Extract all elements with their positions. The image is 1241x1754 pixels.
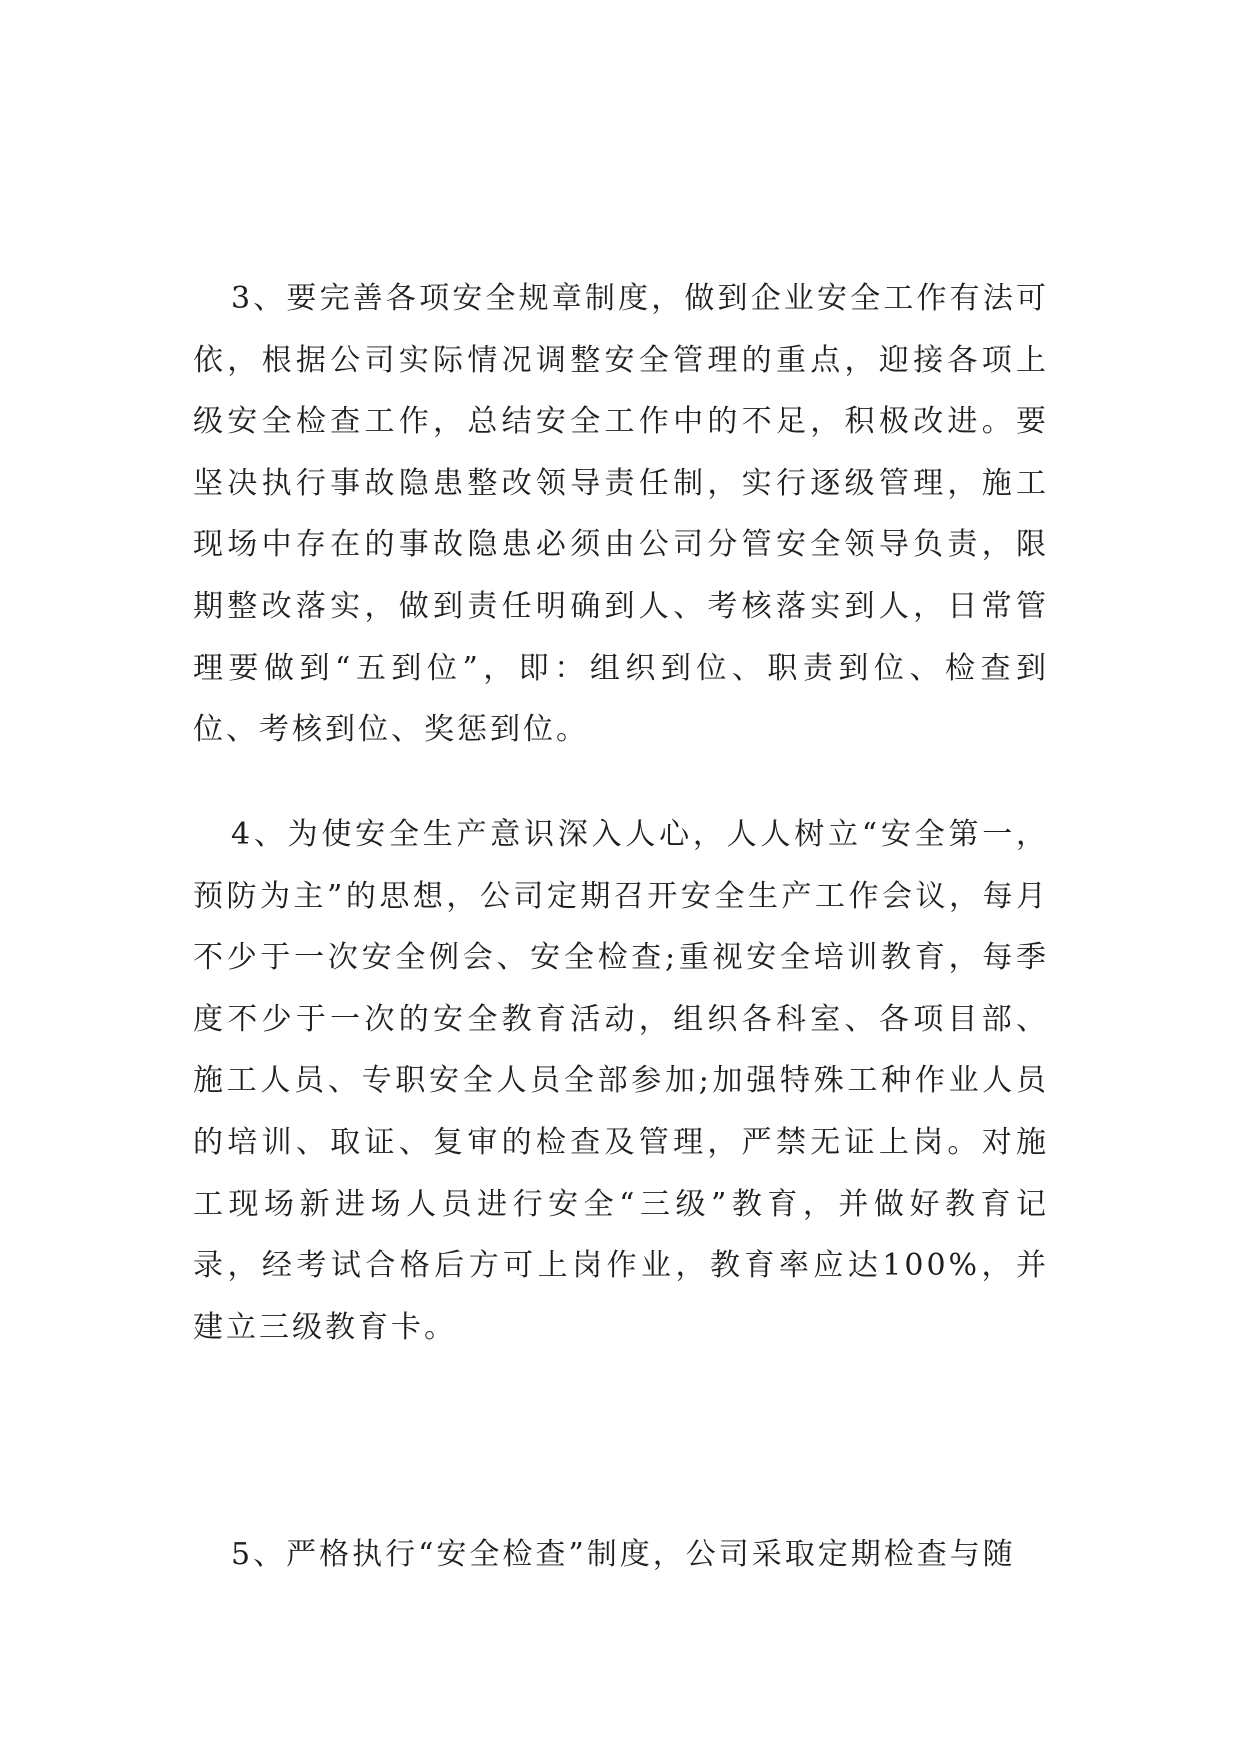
paragraph-item-4: 4、为使安全生产意识深入人心，人人树立“安全第一，预防为主”的思想，公司定期召开安全生产工作会议，每月不少于一次安全例会、安全检查;重视安全培训教育，每季度不少于一次的安全教育活动，组织各科室、各项目部、施工人员、专职安全人员全部参加;加强特殊工种作业人员的培训、取证、复审的检查及管理，严禁无证上岗。对施工现场新进场人员进行安全“三级”教育，并做好教育记录，经考试合格后方可上岗作业，教育率应达100%，并建立三级教育卡。: [193, 817, 1049, 1345]
paragraph-item-3: 3、要完善各项安全规章制度，做到企业安全工作有法可依，根据公司实际情况调整安全管理的重点，迎接各项上级安全检查工作，总结安全工作中的不足，积极改进。要坚决执行事故隐患整改领导责任制，实行逐级管理，施工现场中存在的事故隐患必须由公司分管安全领导负责，限期整改落实，做到责任明确到人、考核落实到人，日常管理要做到“五到位”，即：组织到位、职责到位、检查到位、考核到位、奖惩到位。: [193, 281, 1049, 748]
paragraph-item-5: 5、严格执行“安全检查”制度，公司采取定期检查与随: [231, 1537, 1016, 1572]
